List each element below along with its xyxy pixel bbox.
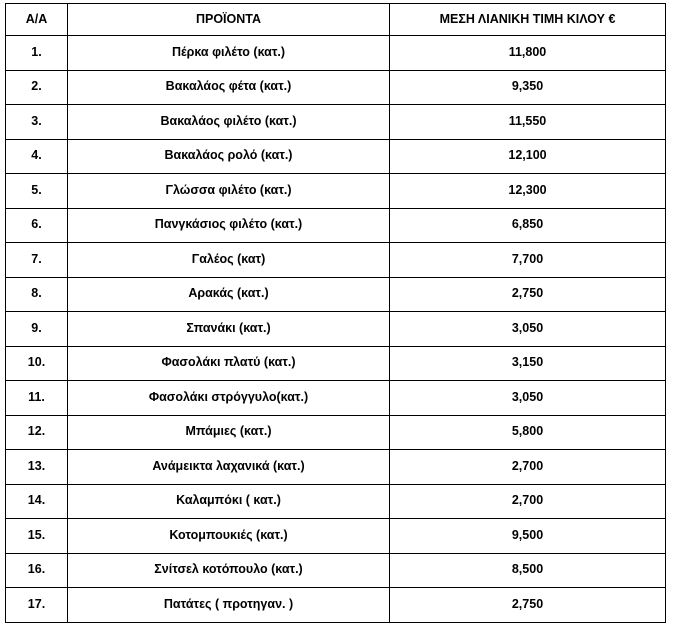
cell-price: 11,550 xyxy=(390,105,666,140)
cell-price: 12,300 xyxy=(390,174,666,209)
cell-product: Αρακάς (κατ.) xyxy=(68,277,390,312)
cell-price: 2,750 xyxy=(390,588,666,623)
cell-index: 7. xyxy=(6,243,68,278)
cell-product: Βακαλάος φιλέτο (κατ.) xyxy=(68,105,390,140)
cell-index: 15. xyxy=(6,519,68,554)
cell-product: Ανάμεικτα λαχανικά (κατ.) xyxy=(68,450,390,485)
table-row xyxy=(6,243,666,278)
table-row xyxy=(6,139,666,174)
cell-price: 2,750 xyxy=(390,277,666,312)
table-row xyxy=(6,484,666,519)
cell-product: Μπάμιες (κατ.) xyxy=(68,415,390,450)
cell-price: 3,150 xyxy=(390,346,666,381)
table-row xyxy=(6,174,666,209)
cell-product: Βακαλάος ρολό (κατ.) xyxy=(68,139,390,174)
cell-index: 11. xyxy=(6,381,68,416)
table-body xyxy=(6,36,666,623)
table-header xyxy=(6,4,666,36)
cell-product: Γαλέος (κατ) xyxy=(68,243,390,278)
cell-index: 9. xyxy=(6,312,68,347)
table-row xyxy=(6,277,666,312)
cell-price: 2,700 xyxy=(390,484,666,519)
cell-index: 14. xyxy=(6,484,68,519)
table-header-row xyxy=(6,4,666,36)
table-row xyxy=(6,519,666,554)
cell-product: Φασολάκι στρόγγυλο(κατ.) xyxy=(68,381,390,416)
column-header-index: Α/Α xyxy=(6,4,68,36)
cell-index: 2. xyxy=(6,70,68,105)
table-row xyxy=(6,553,666,588)
column-header-price: ΜΕΣΗ ΛΙΑΝΙΚΗ ΤΙΜΗ ΚΙΛΟΥ € xyxy=(390,4,666,36)
cell-price: 3,050 xyxy=(390,381,666,416)
cell-price: 11,800 xyxy=(390,36,666,71)
table-row xyxy=(6,346,666,381)
cell-product: Κοτομπουκιές (κατ.) xyxy=(68,519,390,554)
column-header-product: ΠΡΟΪΟΝΤΑ xyxy=(68,4,390,36)
cell-product: Σπανάκι (κατ.) xyxy=(68,312,390,347)
cell-price: 9,500 xyxy=(390,519,666,554)
cell-price: 12,100 xyxy=(390,139,666,174)
cell-index: 13. xyxy=(6,450,68,485)
cell-index: 8. xyxy=(6,277,68,312)
price-table xyxy=(5,3,666,623)
cell-product: Σνίτσελ κοτόπουλο (κατ.) xyxy=(68,553,390,588)
cell-price: 9,350 xyxy=(390,70,666,105)
cell-index: 12. xyxy=(6,415,68,450)
cell-index: 16. xyxy=(6,553,68,588)
cell-price: 8,500 xyxy=(390,553,666,588)
table-row xyxy=(6,381,666,416)
cell-price: 6,850 xyxy=(390,208,666,243)
table-row xyxy=(6,588,666,623)
table-row xyxy=(6,312,666,347)
cell-product: Πατάτες ( προτηγαν. ) xyxy=(68,588,390,623)
cell-product: Καλαμπόκι ( κατ.) xyxy=(68,484,390,519)
cell-index: 4. xyxy=(6,139,68,174)
table-row xyxy=(6,208,666,243)
table-row xyxy=(6,36,666,71)
cell-index: 1. xyxy=(6,36,68,71)
table-row xyxy=(6,450,666,485)
cell-index: 3. xyxy=(6,105,68,140)
cell-product: Βακαλάος φέτα (κατ.) xyxy=(68,70,390,105)
cell-price: 5,800 xyxy=(390,415,666,450)
cell-index: 6. xyxy=(6,208,68,243)
cell-index: 17. xyxy=(6,588,68,623)
cell-price: 7,700 xyxy=(390,243,666,278)
cell-index: 10. xyxy=(6,346,68,381)
cell-product: Γλώσσα φιλέτο (κατ.) xyxy=(68,174,390,209)
cell-product: Πανγκάσιος φιλέτο (κατ.) xyxy=(68,208,390,243)
cell-price: 2,700 xyxy=(390,450,666,485)
cell-index: 5. xyxy=(6,174,68,209)
table-row xyxy=(6,415,666,450)
table-row xyxy=(6,105,666,140)
document-page xyxy=(0,3,673,640)
cell-price: 3,050 xyxy=(390,312,666,347)
cell-product: Φασολάκι πλατύ (κατ.) xyxy=(68,346,390,381)
table-row xyxy=(6,70,666,105)
cell-product: Πέρκα φιλέτο (κατ.) xyxy=(68,36,390,71)
